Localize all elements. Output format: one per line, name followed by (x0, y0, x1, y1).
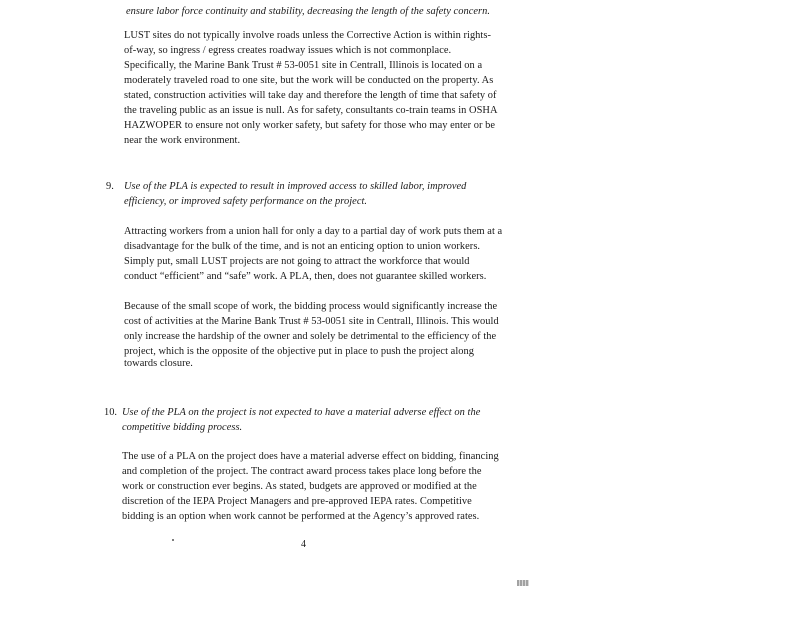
page-number: 4 (301, 539, 306, 550)
text-line: work or construction ever begins. As stated, budgets are approved or modified at the (122, 481, 477, 492)
text-line: the traveling public as an issue is null. As for safety, consultants co-train teams in OSHA (124, 105, 498, 116)
question-text: Use of the PLA is expected to result in improved access to skilled labor, improved (124, 181, 467, 192)
text-line: stated, construction activities will take day and therefore the length of time that safety of (124, 90, 497, 101)
question-text: efficiency, or improved safety performance on the project. (124, 196, 368, 207)
text-line: conduct “efficient” and “safe” work. A PLA, then, does not guarantee skilled workers. (124, 271, 487, 282)
scan-speck (172, 539, 174, 541)
text-line: LUST sites do not typically involve roads unless the Corrective Action is within rights- (124, 30, 491, 41)
text-line: only increase the hardship of the owner and solely be detrimental to the efficiency of the (124, 331, 497, 342)
top-fragment: ensure labor force continuity and stability, decreasing the length of the safety concern. (126, 6, 491, 17)
text-line: discretion of the IEPA Project Managers and pre-approved IEPA rates. Competitive (122, 496, 472, 507)
text-line: near the work environment. (124, 135, 241, 146)
question-text: Use of the PLA on the project is not expected to have a material adverse effect on the (122, 407, 481, 418)
question-number: 10. (104, 407, 117, 418)
text-line: cost of activities at the Marine Bank Trust # 53-0051 site in Centrall, Illinois. This would (124, 316, 499, 327)
text-line: bidding is an option when work cannot be performed at the Agency’s approved rates. (122, 511, 480, 522)
text-line: Attracting workers from a union hall for only a day to a partial day of work puts them at a (124, 226, 503, 237)
text-line: project, which is the opposite of the objective put in place to push the project along (124, 346, 474, 357)
text-line: of-way, so ingress / egress creates roadway issues which is not commonplace. (124, 45, 452, 56)
text-line: moderately traveled road to one site, but the work will be conducted on the property. As (124, 75, 494, 86)
text-line: Because of the small scope of work, the bidding process would significantly increase the (124, 301, 498, 312)
text-line: and completion of the project. The contract award process takes place long before the (122, 466, 482, 477)
question-text: competitive bidding process. (122, 422, 243, 433)
scan-mark (517, 580, 529, 586)
text-line: disadvantage for the bulk of the time, and is not an enticing option to union workers. (124, 241, 481, 252)
text-line: Specifically, the Marine Bank Trust # 53-0051 site in Centrall, Illinois is located on a (124, 60, 483, 71)
text-line: towards closure. (124, 358, 193, 369)
text-line: The use of a PLA on the project does have a material adverse effect on bidding, financing (122, 451, 499, 462)
text-line: Simply put, small LUST projects are not going to attract the workforce that would (124, 256, 470, 267)
question-number: 9. (106, 181, 114, 192)
text-line: HAZWOPER to ensure not only worker safety, but safety for those who may enter or be (124, 120, 496, 131)
